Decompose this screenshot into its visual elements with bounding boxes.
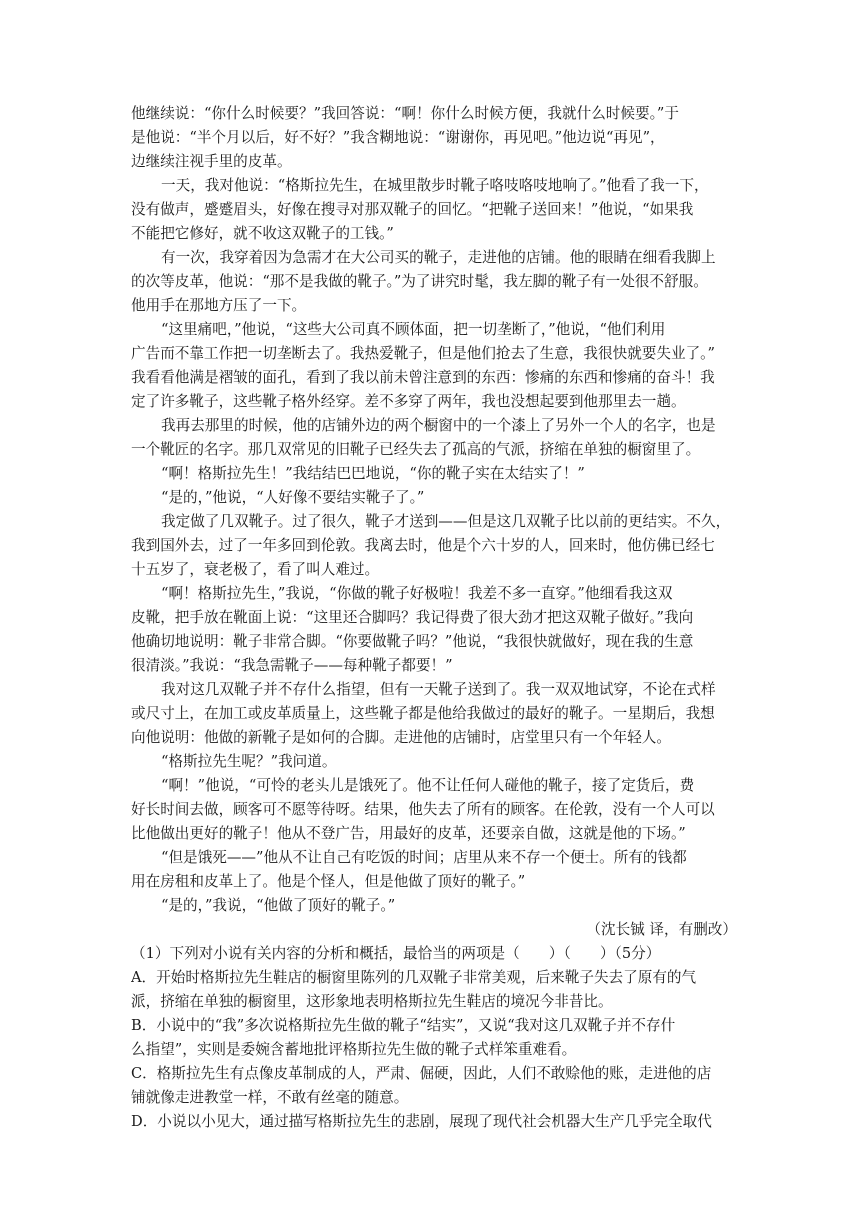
text-line: “是的，”他说，“人好像不要结实靴子了。”: [161, 489, 425, 506]
option-a-line: A．开始时格斯拉先生鞋店的橱窗里陈列的几双靴子非常美观，后来靴子失去了原有的气: [131, 969, 697, 986]
text-line: 用在房租和皮革上了。他是个怪人，但是他做了顶好的靴子。”: [131, 873, 526, 890]
text-line: 好长时间去做，顾客可不愿等待呀。结果，他失去了所有的顾客。在伦敦，没有一个人可以: [131, 801, 715, 818]
text-line: 他用手在那地方压了一下。: [131, 297, 307, 314]
text-line: 不能把它修好，就不收这双靴子的工钱。”: [131, 225, 394, 242]
text-line: 或尺寸上，在加工或皮革质量上，这些靴子都是他给我做过的最好的靴子。一星期后，我想: [131, 705, 715, 722]
attribution: （沈长铖 译，有删改）: [586, 921, 737, 938]
text-line: 他确切地说明：靴子非常合脚。“你要做靴子吗？”他说，“我很快就做好，现在我的生意: [131, 633, 694, 650]
text-line: 一天，我对他说：“格斯拉先生，在城里散步时靴子咯吱咯吱地响了。”他看了我一下，: [161, 177, 709, 194]
text-line: 我对这几双靴子并不存什么指望，但有一天靴子送到了。我一双双地试穿，不论在式样: [161, 681, 716, 698]
text-line: 有一次，我穿着因为急需才在大公司买的靴子，走进他的店铺。他的眼睛在细看我脚上: [161, 249, 716, 266]
text-line: 我定做了几双靴子。过了很久，靴子才送到——但是这几双靴子比以前的更结实。不久，: [161, 513, 731, 530]
text-line: “啊！格斯拉先生，”我说，“你做的靴子好极啦！我差不多一直穿。”他细看我这双: [161, 585, 673, 602]
text-line: “这里痛吧，”他说，“这些大公司真不顾体面，把一切垄断了，”他说，“他们利用: [161, 321, 666, 338]
text-line: 他继续说：“你什么时候要？”我回答说：“啊！你什么时候方便，我就什么时候要。”于: [131, 105, 679, 122]
option-d-line: D．小说以小见大，通过描写格斯拉先生的悲剧，展现了现代社会机器大生产几乎完全取代: [131, 1113, 712, 1130]
option-c-line: 铺就像走进教堂一样，不敢有丝毫的随意。: [131, 1089, 409, 1106]
text-line: 皮靴，把手放在靴面上说：“这里还合脚吗？我记得费了很大劲才把这双靴子做好。”我向: [131, 609, 694, 626]
text-line: “但是饿死——”他从不让自己有吃饭的时间；店里从来不存一个便士。所有的钱都: [161, 849, 687, 866]
text-line: “啊！”他说，“可怜的老头儿是饿死了。他不让任何人碰他的靴子，接了定货后，费: [161, 777, 695, 794]
text-line: 向他说明：他做的新靴子是如何的合脚。走进他的店铺时，店堂里只有一个年轻人。: [131, 729, 671, 746]
text-line: 的次等皮革，他说：“那不是我做的靴子。”为了讲究时髦，我左脚的靴子有一处很不舒服。: [131, 273, 708, 290]
text-line: 我再去那里的时候，他的店铺外边的两个橱窗中的一个漆上了另外一个人的名字，也是: [161, 417, 716, 434]
text-line: 我到国外去，过了一年多回到伦敦。我离去时，他是个六十岁的人，回来时，他仿佛已经七: [131, 537, 715, 554]
option-b-line: 么指望”，实则是委婉含蓄地批评格斯拉先生做的靴子式样笨重难看。: [131, 1041, 577, 1058]
text-line: 一个靴匠的名字。那几双常见的旧靴子已经失去了孤高的气派，挤缩在单独的橱窗里了。: [131, 441, 701, 458]
text-line: 比他做出更好的靴子！他从不登广告，用最好的皮革，还要亲自做，这就是他的下场。”: [131, 825, 686, 842]
text-line: 没有做声，蹙蹙眉头，好像在搜寻对那双靴子的回忆。“把靴子送回来！”他说，“如果我: [131, 201, 694, 218]
option-a-line: 派，挤缩在单独的橱窗里，这形象地表明格斯拉先生鞋店的境况今非昔比。: [131, 993, 613, 1010]
text-line: 我看看他满是褶皱的面孔，看到了我以前未曾注意到的东西：惨痛的东西和惨痛的奋斗！我: [131, 369, 715, 386]
text-line: “格斯拉先生呢？”我问道。: [161, 753, 337, 770]
option-c-line: C．格斯拉先生有点像皮革制成的人，严肃、倔硬，因此，人们不敢赊他的账，走进他的店: [131, 1065, 712, 1082]
option-b-line: B．小说中的“我”多次说格斯拉先生做的靴子“结实”，又说“我对这几双靴子并不存什: [131, 1017, 676, 1034]
text-line: 十五岁了，衰老极了，看了叫人难过。: [131, 561, 380, 578]
text-line: “啊！格斯拉先生！”我结结巴巴地说，“你的靴子实在太结实了！”: [161, 465, 585, 482]
text-line: “是的，”我说，“他做了顶好的靴子。”: [161, 897, 396, 914]
text-line: 广告而不靠工作把一切垄断去了。我热爱靴子，但是他们抢去了生意，我很快就要失业了。”: [131, 345, 715, 362]
text-line: 是他说：“半个月以后，好不好？”我含糊地说：“谢谢你，再见吧。”他边说“再见”，: [131, 129, 665, 146]
question-stem: （1）下列对小说有关内容的分析和概括，最恰当的两项是（ ）（ ）（5分）: [131, 945, 661, 962]
text-line: 边继续注视手里的皮革。: [131, 153, 292, 170]
text-line: 很清淡。”我说：“我急需靴子——每种靴子都要！”: [131, 657, 453, 674]
text-line: 定了许多靴子，这些靴子格外经穿。差不多穿了两年，我也没想起要到他那里去一趟。: [131, 393, 686, 410]
